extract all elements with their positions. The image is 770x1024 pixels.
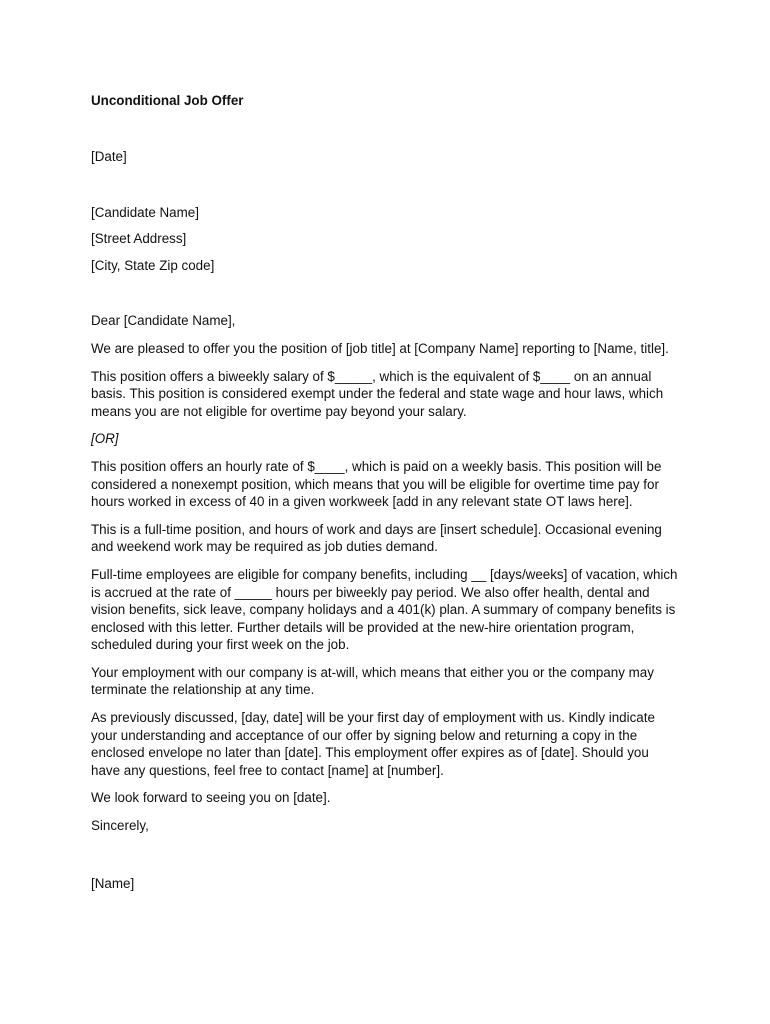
salutation: Dear [Candidate Name],	[91, 313, 236, 329]
street-address: [Street Address]	[91, 231, 187, 247]
signature-name: [Name]	[91, 875, 135, 891]
city-state-zip: [City, State Zip code]	[91, 257, 215, 273]
schedule-paragraph: This is a full-time position, and hours of work and days are [insert schedule]. Occasional evening and weekend work may be required as job duties demand.	[91, 521, 662, 555]
intro-paragraph: We are pleased to offer you the position of [job title] at [Company Name] reporting to [Name, title].	[91, 340, 669, 356]
or-separator: [OR]	[91, 431, 119, 447]
start-date-paragraph: As previously discussed, [day, date] will be your first day of employment with us. Kindly indicate your understanding and acceptance of our offer by signing below and returning a copy in the enclosed envelope no later than [date]. This employment offer expires as of [date]. Should you have any questions, feel free to contact [name] at [number].	[91, 710, 655, 778]
benefits-paragraph: Full-time employees are eligible for company benefits, including __ [days/weeks] of vacation, which is accrued at the rate of _____ hours per biweekly pay period. We also offer health, dental and vision benefits, sick leave, company holidays and a 401(k) plan. A summary of company benefits is enclosed with this letter. Further details will be provided at the new-hire orientation program, scheduled during your first week on the job.	[91, 566, 678, 653]
salary-paragraph: This position offers a biweekly salary of $_____, which is the equivalent of $____ on an annual basis. This position is considered exempt under the federal and state wage and hour laws, which means you are not eligible for overtime pay beyond your salary.	[91, 368, 664, 419]
candidate-name: [Candidate Name]	[91, 204, 199, 220]
letter-page	[91, 92, 681, 892]
letter-title: Unconditional Job Offer	[91, 93, 244, 108]
closing-line: We look forward to seeing you on [date].	[91, 790, 331, 806]
letter-date: [Date]	[91, 149, 127, 164]
hourly-paragraph: This position offers an hourly rate of $____, which is paid on a weekly basis. This position will be considered a nonexempt position, which means that you will be eligible for overtime time pay for hours worked in excess of 40 in a given workweek [add in any relevant state OT laws here].	[91, 458, 662, 510]
closing: Sincerely,	[91, 818, 149, 834]
at-will-paragraph: Your employment with our company is at-will, which means that either you or the company may terminate the relationship at any time.	[91, 664, 654, 698]
